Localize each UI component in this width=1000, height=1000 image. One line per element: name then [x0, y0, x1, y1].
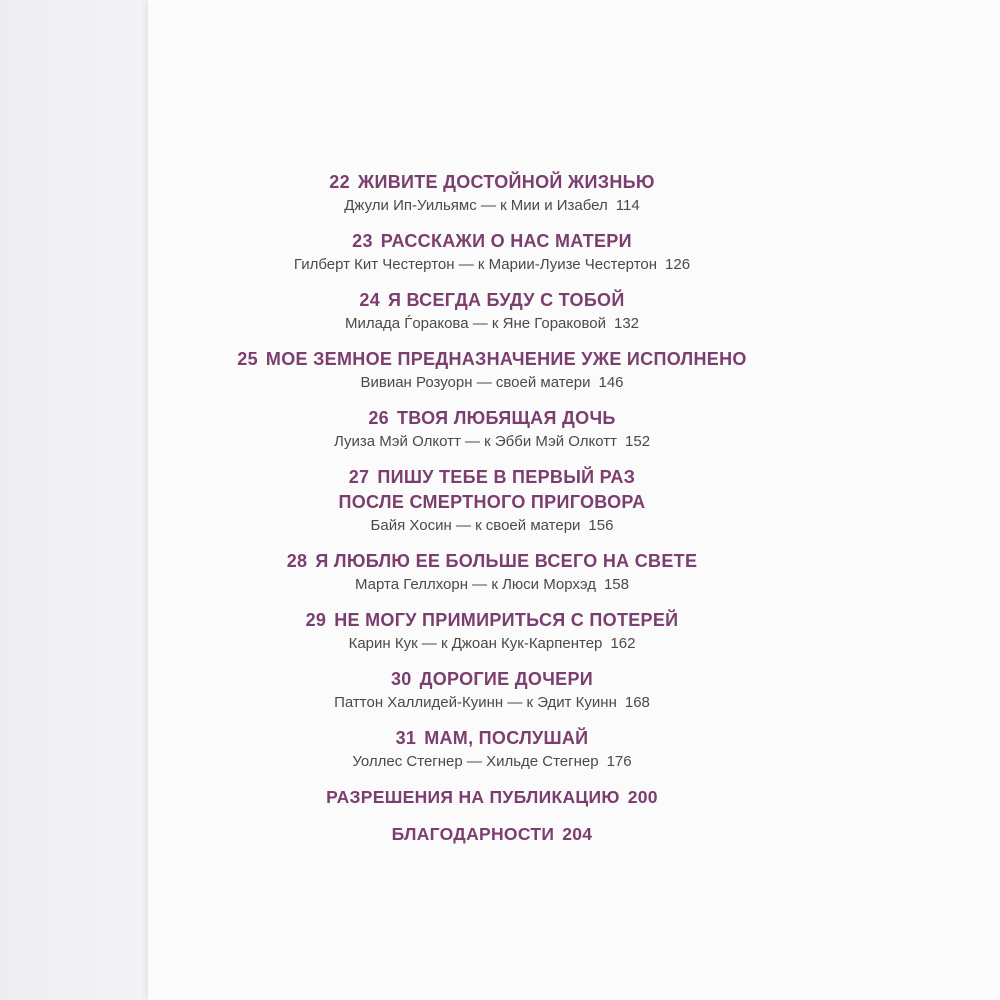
entry-title [148, 465, 836, 490]
entry-number: 30 [391, 669, 412, 689]
entry-author [148, 692, 836, 713]
entry-title [148, 229, 836, 254]
toc-entry [148, 170, 836, 216]
entry-number: 24 [359, 290, 381, 310]
entry-title [148, 288, 836, 313]
entry-page-number: 168 [624, 694, 650, 711]
entry-author-text: Гилберт Кит Честертон — к Марии-Луизе Честертон [293, 256, 658, 273]
entry-title-text: НЕ МОГУ ПРИМИРИТЬСЯ С ПОТЕРЕЙ [334, 610, 679, 630]
back-matter-title-text: БЛАГОДАРНОСТИ [391, 824, 555, 844]
entry-title-text: МОЕ ЗЕМНОЕ ПРЕДНАЗНАЧЕНИЕ УЖЕ ИСПОЛНЕНО [265, 349, 747, 369]
book-gutter [0, 0, 148, 1000]
entry-number: 22 [329, 172, 350, 192]
entry-author-text: Уоллес Стегнер — Хильде Стегнер [352, 753, 599, 770]
toc-entry [148, 465, 836, 536]
entry-author-text: Байя Хосин — к своей матери [370, 517, 581, 534]
entry-title-text: РАССКАЖИ О НАС МАТЕРИ [380, 231, 632, 251]
entry-author [148, 574, 836, 595]
toc-back-matter-entry [148, 785, 836, 810]
table-of-contents [148, 170, 836, 847]
entry-page-number: 152 [625, 433, 651, 450]
toc-back-matter-entry [148, 822, 836, 847]
entry-author [148, 431, 836, 452]
entry-title [148, 667, 836, 692]
entry-title-text: Я ВСЕГДА БУДУ С ТОБОЙ [388, 290, 625, 310]
entry-author-text: Паттон Халлидей-Куинн — к Эдит Куинн [334, 694, 617, 711]
entry-number: 23 [352, 231, 373, 251]
entry-page-number: 146 [598, 374, 624, 391]
entry-number: 28 [286, 551, 308, 571]
toc-entry [148, 288, 836, 334]
entry-title-text: ПИШУ ТЕБЕ В ПЕРВЫЙ РАЗ [377, 467, 636, 487]
entry-page-number: 132 [614, 315, 640, 332]
entry-title-line-2: ПОСЛЕ СМЕРТНОГО ПРИГОВОРА [338, 492, 646, 512]
entry-number: 31 [395, 728, 417, 748]
entry-author [148, 254, 836, 275]
entry-page-number: 162 [610, 635, 636, 652]
entry-title-text: ТВОЯ ЛЮБЯЩАЯ ДОЧЬ [396, 408, 616, 428]
entry-number: 29 [305, 610, 327, 630]
toc-entry [148, 726, 836, 772]
toc-entry [148, 406, 836, 452]
entry-author [148, 372, 836, 393]
entry-title [148, 347, 836, 372]
entry-author-text: Вивиан Розуорн — своей матери [360, 374, 591, 391]
entry-author [148, 515, 836, 536]
toc-entry [148, 347, 836, 393]
entry-number: 26 [368, 408, 389, 428]
entry-author-text: Луиза Мэй Олкотт — к Эбби Мэй Олкотт [333, 433, 618, 450]
entry-title [148, 608, 836, 633]
entry-title [148, 170, 836, 195]
entry-author-text: Джули Ип-Уильямс — к Мии и Изабел [344, 197, 608, 214]
back-matter-title [148, 785, 836, 810]
entry-title-text: ДОРОГИЕ ДОЧЕРИ [419, 669, 593, 689]
back-matter-title-text: РАЗРЕШЕНИЯ НА ПУБЛИКАЦИЮ [326, 787, 620, 807]
entry-number: 25 [237, 349, 258, 369]
entry-page-number: 114 [615, 197, 640, 214]
toc-entry [148, 229, 836, 275]
entry-page-number: 176 [606, 753, 632, 770]
entry-author [148, 633, 836, 654]
entry-title [148, 549, 836, 574]
entry-author [148, 313, 836, 334]
entry-page-number: 158 [603, 576, 629, 593]
entry-author-text: Милада Ѓоракова — к Яне Гораковой [344, 315, 606, 332]
entry-title-text: Я ЛЮБЛЮ ЕЕ БОЛЬШЕ ВСЕГО НА СВЕТЕ [315, 551, 698, 571]
back-matter-page-number: 200 [627, 787, 658, 807]
entry-author-text: Марта Геллхорн — к Люси Морхэд [355, 576, 596, 593]
entry-title-text: ЖИВИТЕ ДОСТОЙНОЙ ЖИЗНЬЮ [357, 172, 655, 192]
entry-title [148, 726, 836, 751]
entry-author [148, 751, 836, 772]
toc-entry [148, 608, 836, 654]
toc-entry [148, 667, 836, 713]
entry-number: 27 [348, 467, 370, 487]
back-matter-page-number: 204 [562, 824, 593, 844]
entry-author [148, 195, 836, 216]
entry-author-text: Карин Кук — к Джоан Кук-Карпентер [348, 635, 603, 652]
entry-page-number: 156 [588, 517, 614, 534]
back-matter-title [148, 822, 836, 847]
entry-title [148, 406, 836, 431]
entry-title-text: МАМ, ПОСЛУШАЙ [424, 728, 589, 748]
toc-entry [148, 549, 836, 595]
entry-page-number: 126 [665, 256, 691, 273]
